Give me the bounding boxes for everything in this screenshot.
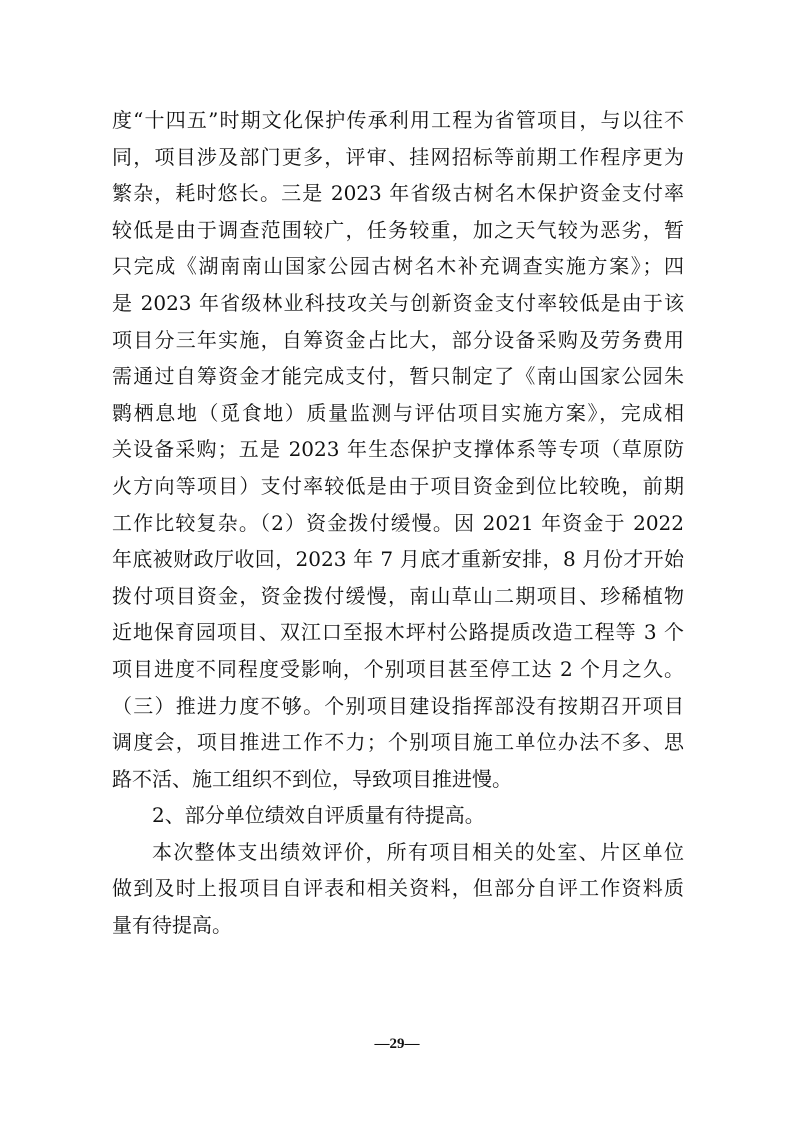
- text-line: 需通过自筹资金才能完成支付，暂只制定了《南山国家公园朱: [112, 364, 684, 389]
- text-line: 是 2023 年省级林业科技攻关与创新资金支付率较低是由于该: [112, 290, 684, 315]
- text-line: 做到及时上报项目自评表和相关资料，但部分自评工作资料质: [112, 876, 684, 901]
- text-line: （三）推进力度不够。个别项目建设指挥部没有按期召开项目: [112, 693, 684, 718]
- text-line: 项目分三年实施，自筹资金占比大，部分设备采购及劳务费用: [112, 327, 684, 352]
- text-line: 路不活、施工组织不到位，导致项目推进慢。: [112, 766, 512, 791]
- text-line: 度“十四五”时期文化保护传承利用工程为省管项目，与以往不: [112, 108, 684, 132]
- page-number: —29—: [374, 1036, 420, 1052]
- text-line: 项目进度不同程度受影响，个别项目甚至停工达 2 个月之久。: [112, 656, 684, 681]
- text-line: 本次整体支出绩效评价，所有项目相关的处室、片区单位: [152, 839, 684, 864]
- text-line: 量有待提高。: [112, 913, 232, 938]
- text-line: 鹮栖息地（觅食地）质量监测与评估项目实施方案》，完成相: [112, 400, 684, 425]
- text-line: 火方向等项目）支付率较低是由于项目资金到位比较晚，前期: [112, 473, 684, 498]
- text-line: 年底被财政厅收回，2023 年 7 月底才重新安排，8 月份才开始: [112, 547, 684, 572]
- text-line: 工作比较复杂。（2）资金拨付缓慢。因 2021 年资金于 2022: [112, 510, 684, 535]
- text-line: 近地保育园项目、双江口至报木坪村公路提质改造工程等 3 个: [112, 620, 684, 645]
- text-line: 同，项目涉及部门更多，评审、挂网招标等前期工作程序更为: [112, 144, 684, 169]
- text-line: 关设备采购；五是 2023 年生态保护支撑体系等专项（草原防: [112, 437, 684, 462]
- text-line: 调度会，项目推进工作不力；个别项目施工单位办法不多、思: [112, 730, 684, 755]
- text-line: 繁杂，耗时悠长。三是 2023 年省级古树名木保护资金支付率: [112, 181, 684, 206]
- body-text: [112, 102, 684, 944]
- section-heading: 2、部分单位绩效自评质量有待提高。: [152, 803, 485, 828]
- text-line: 拨付项目资金，资金拨付缓慢，南山草山二期项目、珍稀植物: [112, 583, 684, 608]
- text-line: 较低是由于调查范围较广，任务较重，加之天气较为恶劣，暂: [112, 217, 684, 242]
- text-line: 只完成《湖南南山国家公园古树名木补充调查实施方案》；四: [112, 254, 684, 279]
